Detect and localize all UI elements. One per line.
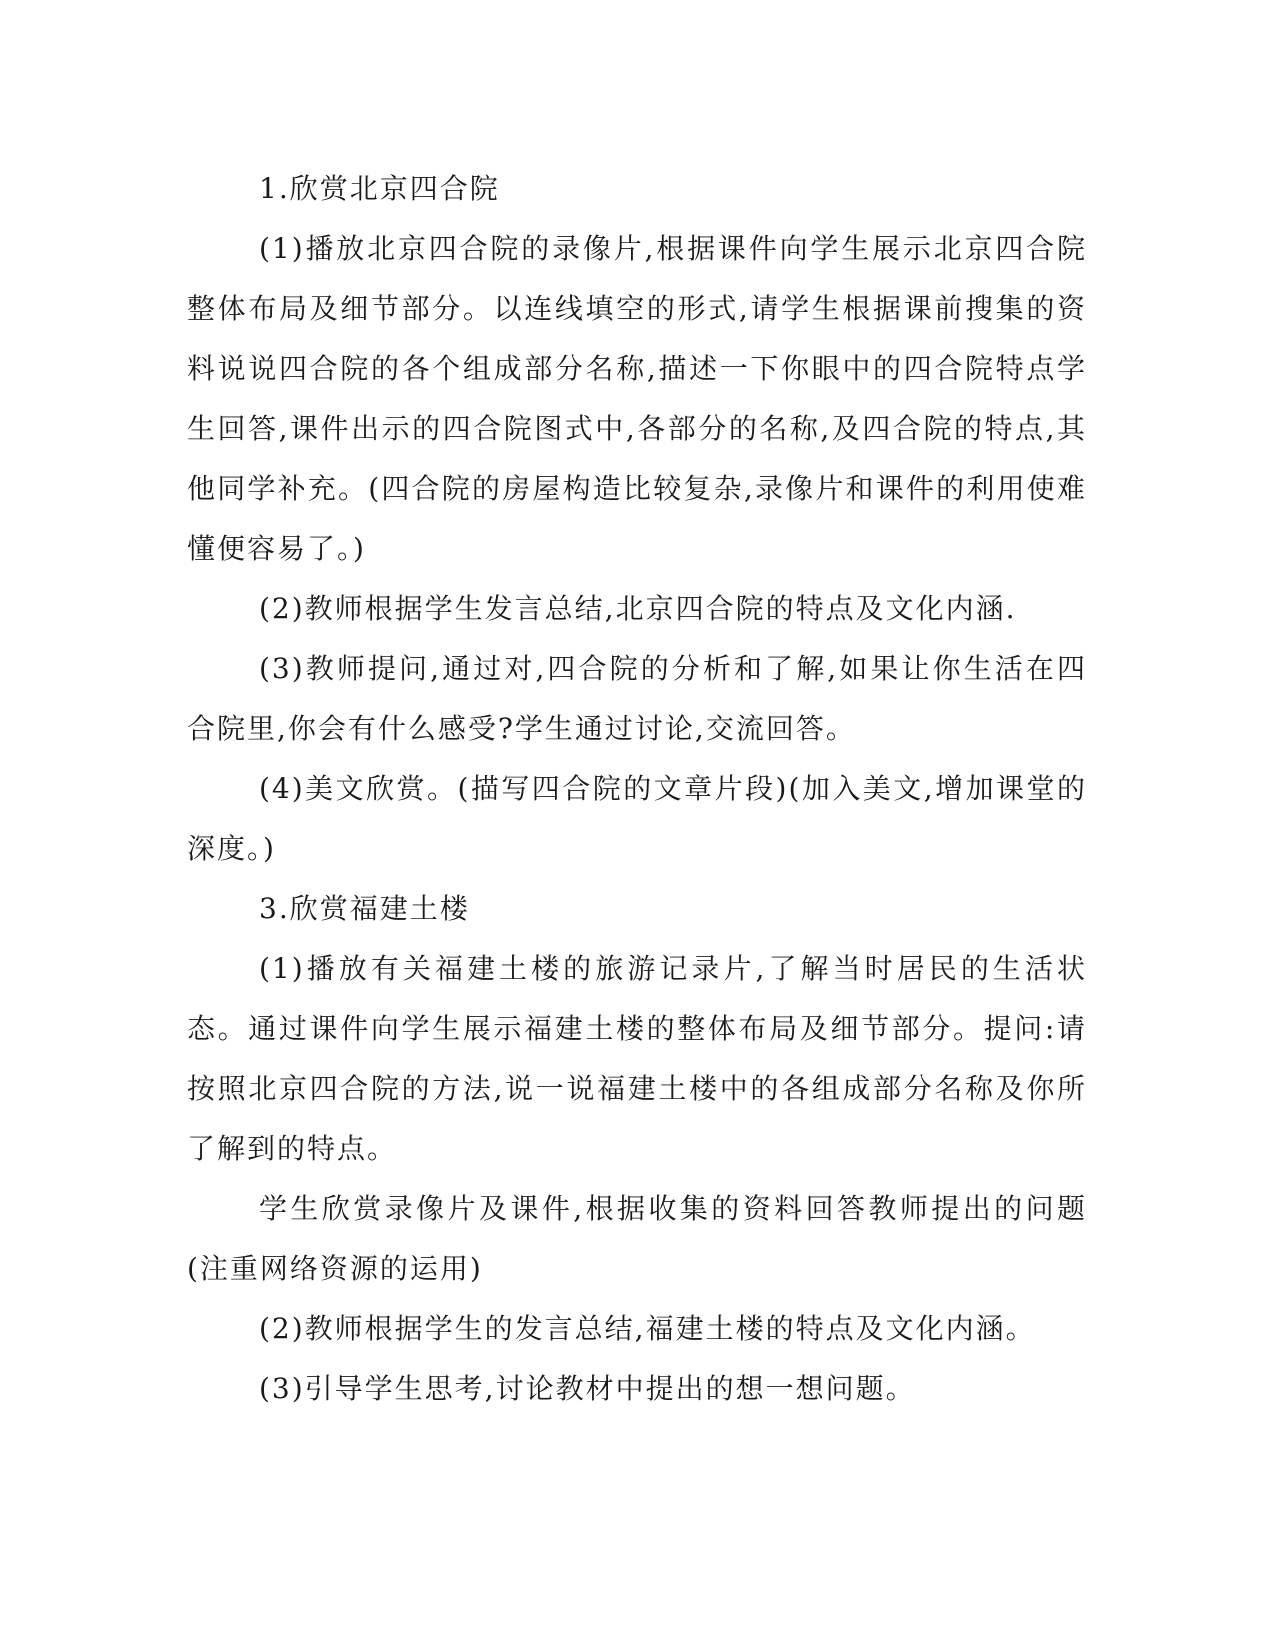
paragraph-siheyuan-step-2: (2)教师根据学生发言总结,北京四合院的特点及文化内涵. <box>259 592 1017 625</box>
paragraph-tulou-students: 学生欣赏录像片及课件,根据收集的资料回答教师提出的问题(注重网络资源的运用) <box>187 1192 1087 1285</box>
section-heading-siheyuan: 1.欣赏北京四合院 <box>259 172 500 205</box>
paragraph-siheyuan-step-3: (3)教师提问,通过对,四合院的分析和了解,如果让你生活在四合院里,你会有什么感受?学生通过讨论,交流回答。 <box>187 652 1087 745</box>
document-page <box>187 159 1087 1419</box>
paragraph-tulou-step-1: (1)播放有关福建土楼的旅游记录片,了解当时居民的生活状态。通过课件向学生展示福建土楼的整体布局及细节部分。提问:请按照北京四合院的方法,说一说福建土楼中的各组成部分名称及你所了解到的特点。 <box>187 952 1087 1165</box>
section-heading-tulou: 3.欣赏福建土楼 <box>259 892 470 925</box>
paragraph-siheyuan-step-4: (4)美文欣赏。(描写四合院的文章片段)(加入美文,增加课堂的深度。) <box>187 772 1087 865</box>
paragraph-siheyuan-step-1: (1)播放北京四合院的录像片,根据课件向学生展示北京四合院整体布局及细节部分。以连线填空的形式,请学生根据课前搜集的资料说说四合院的各个组成部分名称,描述一下你眼中的四合院特点学生回答,课件出示的四合院图式中,各部分的名称,及四合院的特点,其他同学补充。(四合院的房屋构造比较复杂,录像片和课件的利用使难懂便容易了。) <box>187 232 1087 565</box>
paragraph-tulou-step-3: (3)引导学生思考,讨论教材中提出的想一想问题。 <box>259 1372 916 1405</box>
paragraph-tulou-step-2: (2)教师根据学生的发言总结,福建土楼的特点及文化内涵。 <box>259 1312 1036 1345</box>
